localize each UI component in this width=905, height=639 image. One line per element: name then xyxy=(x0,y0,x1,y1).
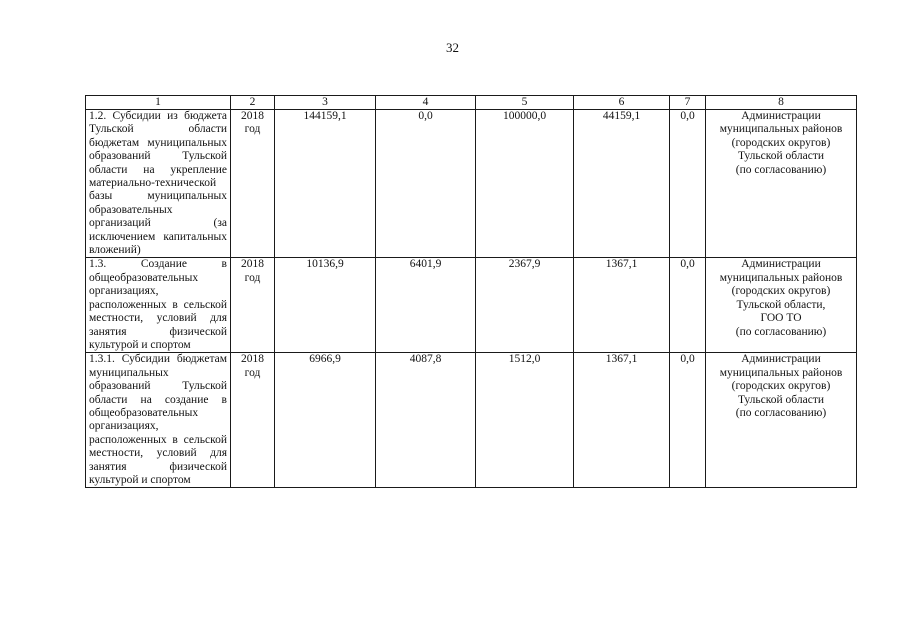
value-col5-cell: 1512,0 xyxy=(476,353,574,488)
column-header-3: 3 xyxy=(275,96,376,110)
total-cell: 10136,9 xyxy=(275,258,376,353)
value-col4-cell: 4087,8 xyxy=(376,353,476,488)
executor-line: муниципальных районов xyxy=(719,271,843,284)
executor-line: (городских округов) xyxy=(731,380,831,393)
measure-name-cell: 1.2. Субсидии из бюджета Тульской области бюджетам муниципальных образований Тульской области на укрепление материально-технической базы муниципальных образовательных организаций (за исключением капитальных вложений) xyxy=(86,110,231,258)
year-cell xyxy=(231,110,275,258)
executor-line: (по согласованию) xyxy=(735,163,827,176)
executor-cell xyxy=(706,258,857,353)
executor-line: муниципальных районов xyxy=(719,123,843,136)
executor-cell xyxy=(706,353,857,488)
table-row xyxy=(86,258,857,353)
value-col5-cell: 2367,9 xyxy=(476,258,574,353)
value-col6-cell: 44159,1 xyxy=(574,110,670,258)
executor-cell xyxy=(706,110,857,258)
total-cell: 144159,1 xyxy=(275,110,376,258)
executor-line: (по согласованию) xyxy=(735,406,827,419)
value-col4-cell: 0,0 xyxy=(376,110,476,258)
executor-line: (по согласованию) xyxy=(735,325,827,338)
column-header-5: 5 xyxy=(476,96,574,110)
header-row xyxy=(86,96,857,110)
measure-name-cell: 1.3.1. Субсидии бюджетам муниципальных образований Тульской области на создание в общеобразовательных организациях, расположенных в сельской местности, условий для занятия физической культурой и спортом xyxy=(86,353,231,488)
value-col6-cell: 1367,1 xyxy=(574,353,670,488)
value-col5-cell: 100000,0 xyxy=(476,110,574,258)
year-cell xyxy=(231,258,275,353)
page-number: 32 xyxy=(446,40,459,55)
value-col7-cell: 0,0 xyxy=(670,258,706,353)
executor-line: Тульской области, xyxy=(736,298,826,311)
year-unit: год xyxy=(244,366,261,379)
executor-line: Администрации xyxy=(741,353,821,366)
column-header-2: 2 xyxy=(231,96,275,110)
year-value: 2018 xyxy=(241,110,264,122)
executor-line: Администрации xyxy=(741,258,821,271)
value-col6-cell: 1367,1 xyxy=(574,258,670,353)
table-row xyxy=(86,110,857,258)
year-value: 2018 xyxy=(241,258,264,271)
executor-line: муниципальных районов xyxy=(719,366,843,379)
year-unit: год xyxy=(244,123,261,136)
measure-name-cell: 1.3. Создание в общеобразовательных организациях, расположенных в сельской местности, условий для занятия физической культурой и спортом xyxy=(86,258,231,353)
value-col7-cell: 0,0 xyxy=(670,353,706,488)
column-header-7: 7 xyxy=(670,96,706,110)
executor-line: Администрации xyxy=(741,110,821,122)
table-row xyxy=(86,353,857,488)
year-value: 2018 xyxy=(241,353,264,366)
budget-table xyxy=(85,95,857,488)
value-col4-cell: 6401,9 xyxy=(376,258,476,353)
year-unit: год xyxy=(244,271,261,284)
column-header-4: 4 xyxy=(376,96,476,110)
column-header-1: 1 xyxy=(86,96,231,110)
column-header-8: 8 xyxy=(706,96,857,110)
total-cell: 6966,9 xyxy=(275,353,376,488)
year-cell xyxy=(231,353,275,488)
executor-line: ГОО ТО xyxy=(760,312,802,325)
executor-line: Тульской области xyxy=(737,150,824,163)
executor-line: Тульской области xyxy=(737,393,824,406)
executor-line: (городских округов) xyxy=(731,136,831,149)
value-col7-cell: 0,0 xyxy=(670,110,706,258)
column-header-6: 6 xyxy=(574,96,670,110)
executor-line: (городских округов) xyxy=(731,285,831,298)
